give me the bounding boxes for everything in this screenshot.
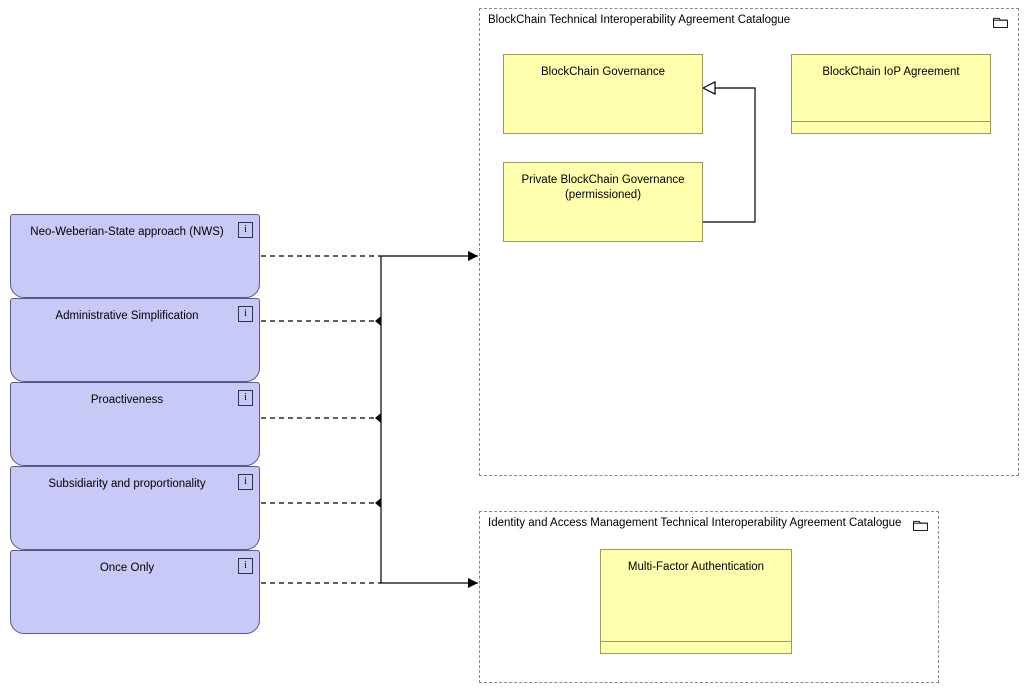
element-label: Multi-Factor Authentication — [627, 561, 765, 573]
principle-label: Neo-Weberian-State approach (NWS) — [30, 226, 224, 238]
element-label: Private BlockChain Governance (permissioned) — [521, 174, 685, 201]
principle-label: Once Only — [99, 562, 155, 574]
principle-proactiveness[interactable] — [10, 382, 260, 466]
principle-icon: i — [238, 306, 253, 322]
principle-icon: i — [238, 222, 253, 238]
group-title: Identity and Access Management Technical Interoperability Agreement Catalogue — [488, 517, 902, 529]
folder-icon — [913, 519, 928, 531]
principle-once-only[interactable] — [10, 550, 260, 634]
arrowhead-iam — [468, 578, 478, 588]
principle-icon: i — [238, 558, 253, 574]
junction-admin — [375, 316, 381, 326]
principle-label: Subsidiarity and proportionality — [48, 478, 206, 490]
principle-subsidiarity-and-proportionality[interactable] — [10, 466, 260, 550]
element-label: BlockChain Governance — [540, 66, 665, 78]
element-blockchain-governance[interactable] — [503, 54, 703, 134]
element-divider — [792, 121, 990, 122]
element-divider — [601, 641, 791, 642]
element-label: BlockChain IoP Agreement — [822, 66, 960, 78]
group-title: BlockChain Technical Interoperability Agreement Catalogue — [488, 14, 791, 26]
junction-subsidiarity — [375, 498, 381, 508]
principle-icon: i — [238, 474, 253, 490]
principle-label: Proactiveness — [90, 394, 164, 406]
principle-neo-weberian-state[interactable] — [10, 214, 260, 298]
principle-administrative-simplification[interactable] — [10, 298, 260, 382]
junction-proactiveness — [375, 413, 381, 423]
principle-label: Administrative Simplification — [55, 310, 199, 322]
element-blockchain-iop-agreement[interactable] — [791, 54, 991, 134]
arrowhead-blockchain — [468, 251, 478, 261]
element-private-blockchain-governance[interactable] — [503, 162, 703, 242]
folder-icon — [993, 16, 1008, 28]
principle-icon: i — [238, 390, 253, 406]
element-multi-factor-authentication[interactable] — [600, 549, 792, 654]
